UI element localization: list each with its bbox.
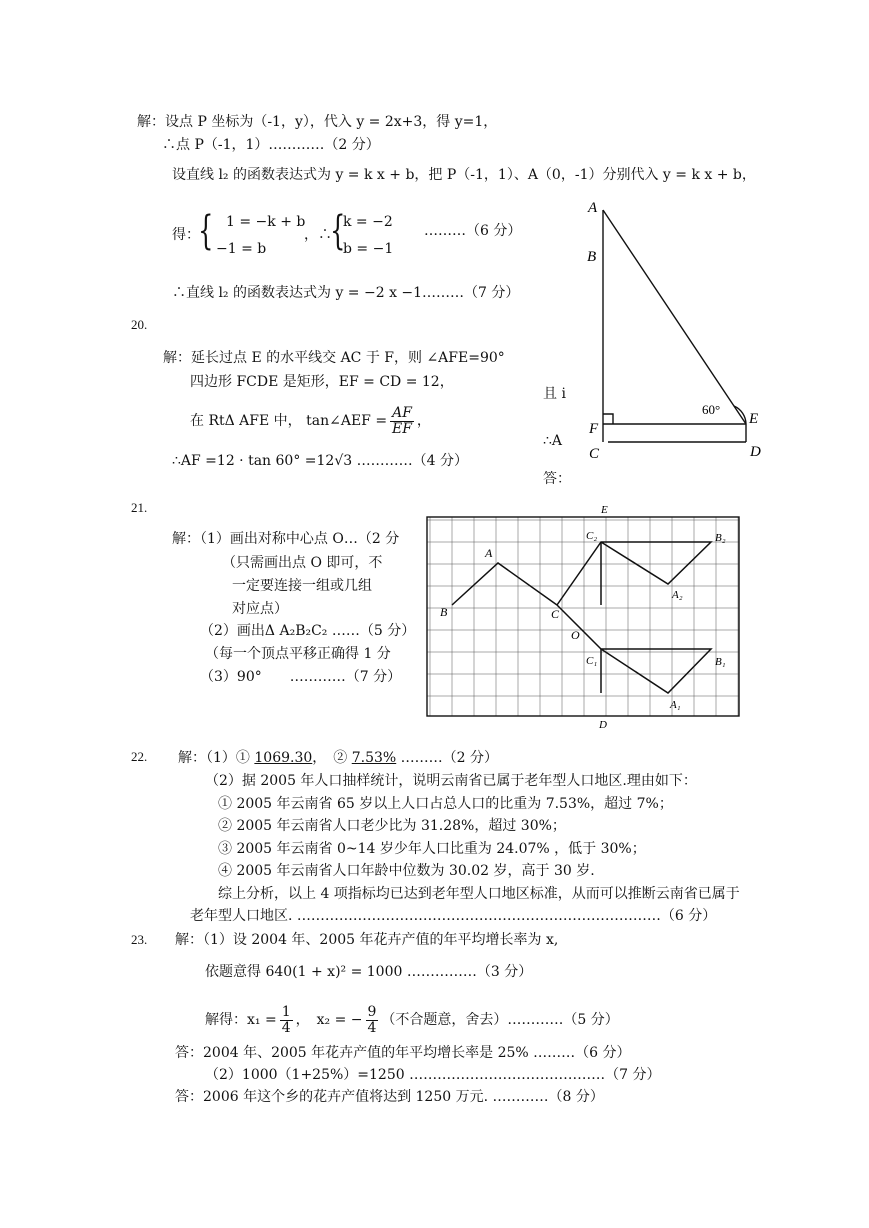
q22-line2: （2）据 2005 年人口抽样统计，说明云南省已属于老年型人口地区.理由如下： (205, 773, 697, 789)
q21-line1: 解：（1）画出对称中心点 O…（2 分 (172, 531, 400, 547)
q19-line2: ∴点 P（-1，1）…………（2 分） (162, 137, 380, 153)
q22-line4: ② 2005 年云南省人口老少比为 31.28%，超过 30%； (218, 818, 566, 834)
q19-eq1: 1 = −k + b (226, 214, 306, 230)
q21-label-b: B (440, 605, 448, 619)
q21-label-c2: C₂ (586, 530, 598, 542)
q23-line6: 答：2006 年这个乡的花卉产值将达到 1250 万元. …………（8 分） (175, 1089, 604, 1105)
q20-label-f: F (589, 421, 599, 437)
q22-line1-mid: ， ② (312, 750, 348, 766)
q19-sol2: b = −1 (343, 241, 394, 257)
q21-label-b2: B₂ (715, 532, 726, 544)
q21-label-d: D (599, 719, 607, 730)
q23-fraction-2 (366, 1005, 379, 1036)
q21-label-a2: A₂ (672, 589, 683, 601)
q23-line5: （2）1000（1+25%）=1250 ……………………………………（7 分） (205, 1067, 661, 1083)
q20-side2: ∴A (543, 433, 563, 449)
q21-grid-figure (420, 500, 750, 730)
q22-line7: 综上分析，以上 4 项指标均已达到老年型人口地区标准，从而可以推断云南省已属于 (218, 886, 740, 902)
q21-label-e: E (601, 504, 608, 516)
q20-line2: 四边形 FCDE 是矩形，EF = CD = 12， (190, 374, 454, 390)
q22-line5: ③ 2005 年云南省 0~14 岁少年人口比重为 24.07% ，低于 30%； (218, 841, 646, 857)
q21-line7: （3）90° …………（7 分） (200, 669, 402, 685)
q21-line5: （2）画出Δ A₂B₂C₂ ……（5 分） (200, 623, 416, 639)
q22-line8: 老年型人口地区. ……………………………………………………………………（6 分） (190, 908, 717, 924)
q23-line3c: （不合题意，舍去）…………（5 分） (381, 1012, 619, 1028)
q21-segment-c-c1 (557, 605, 601, 649)
q21-label-c: C (551, 607, 560, 621)
q21-line6: （每一个顶点平移正确得 1 分 (205, 646, 391, 662)
q19-line3: 设直线 l₂ 的函数表达式为 y = k x + b，把 P（-1，1）、A（0，-1）分别代入 y = k x + b， (172, 167, 756, 183)
q22-line1-prefix: 解：（1）① (178, 750, 250, 766)
q20-side3: 答： (543, 471, 571, 487)
q21-line4: 对应点） (232, 601, 288, 617)
q19-brace-left: { (198, 208, 214, 254)
q23-line3 (205, 1000, 619, 1040)
q20-line3a: 在 RtΔ AFE 中， tan∠AEF = (190, 413, 388, 429)
q22-line6: ④ 2005 年云南省人口年龄中位数为 30.02 岁，高于 30 岁. (218, 863, 595, 879)
q19-brace-right: { (330, 208, 346, 254)
q20-label-a: A (588, 200, 598, 216)
q21-label-b1: B₁ (715, 656, 726, 668)
q20-frac-top: AF (392, 404, 412, 421)
q21-number: 21. (131, 500, 148, 515)
q20-triangle-figure (570, 190, 780, 470)
q20-label-e: E (749, 411, 759, 427)
q21-line2: （只需画出点 O 即可，不 (222, 555, 383, 571)
q23-f2-bot: 4 (367, 1019, 377, 1036)
q20-label-d: D (750, 444, 761, 460)
q20-line1: 解：延长过点 E 的水平线交 AC 于 F，则 ∠AFE=90° (163, 350, 505, 366)
q21-label-o: O (571, 628, 580, 642)
q21-triangle-a2b2c2 (557, 542, 711, 605)
q20-fraction (390, 406, 414, 437)
q23-f1-top: 1 (281, 1003, 291, 1020)
q22-line1 (178, 749, 498, 767)
q23-line2: 依题意得 640(1 + x)² = 1000 ……………（3 分） (205, 964, 533, 980)
q20-label-b: B (587, 249, 597, 265)
q20-right-angle-mark (603, 414, 613, 424)
q23-line1: 解：（1）设 2004 年、2005 年花卉产值的年平均增长率为 x, (175, 932, 559, 948)
q23-line3b: ， x₂ = − (295, 1012, 363, 1028)
q20-label-c: C (589, 446, 600, 462)
q21-triangle-abc (452, 563, 557, 605)
q23-f1-bot: 4 (281, 1019, 291, 1036)
q23-fraction-1 (280, 1005, 293, 1036)
q20-angle-label: 60° (702, 402, 721, 417)
q21-label-a: A (485, 546, 493, 560)
q19-eq2: −1 = b (216, 241, 267, 257)
q21-triangle-a1b1c1 (601, 649, 711, 693)
q21-line3: 一定要连接一组或几组 (232, 578, 372, 594)
q20-line3b: ， (416, 413, 431, 429)
q20-line4: ∴AF =12 · tan 60° =12√3 …………（4 分） (172, 453, 468, 469)
q23-line4: 答：2004 年、2005 年花卉产值的年平均增长率是 25% ………（6 分） (175, 1045, 631, 1061)
q22-number: 22. (131, 749, 148, 764)
q19-comma: ，∴ (304, 227, 332, 243)
q23-f2-top: 9 (367, 1003, 377, 1020)
q22-answer2: 7.53% (351, 750, 397, 766)
q20-number: 20. (131, 317, 148, 332)
q22-answer1: 1069.30 (254, 750, 313, 766)
q19-sol1: k = −2 (343, 214, 393, 230)
q23-line3a: 解得：x₁ = (205, 1012, 277, 1028)
q22-line3: ① 2005 年云南省 65 岁以上人口占总人口的比重为 7.53%，超过 7%； (218, 796, 673, 812)
q23-number: 23. (131, 932, 148, 947)
q20-line-ae (603, 210, 746, 424)
q19-line5: ∴直线 l₂ 的函数表达式为 y = −2 x −1………（7 分） (172, 285, 520, 301)
q20-side1: 且 i (543, 386, 566, 402)
q20-line3 (190, 404, 431, 438)
q21-label-c1: C₁ (586, 655, 598, 667)
q19-line1: 解：设点 P 坐标为（-1，y），代入 y = 2x+3，得 y=1， (137, 114, 498, 130)
q20-frac-bot: EF (392, 420, 412, 437)
q19-score1: ………（6 分） (424, 223, 522, 239)
q22-line1-score: ………（2 分） (400, 750, 499, 766)
q21-label-a1: A₁ (670, 699, 681, 711)
q19-de: 得： (172, 227, 200, 243)
